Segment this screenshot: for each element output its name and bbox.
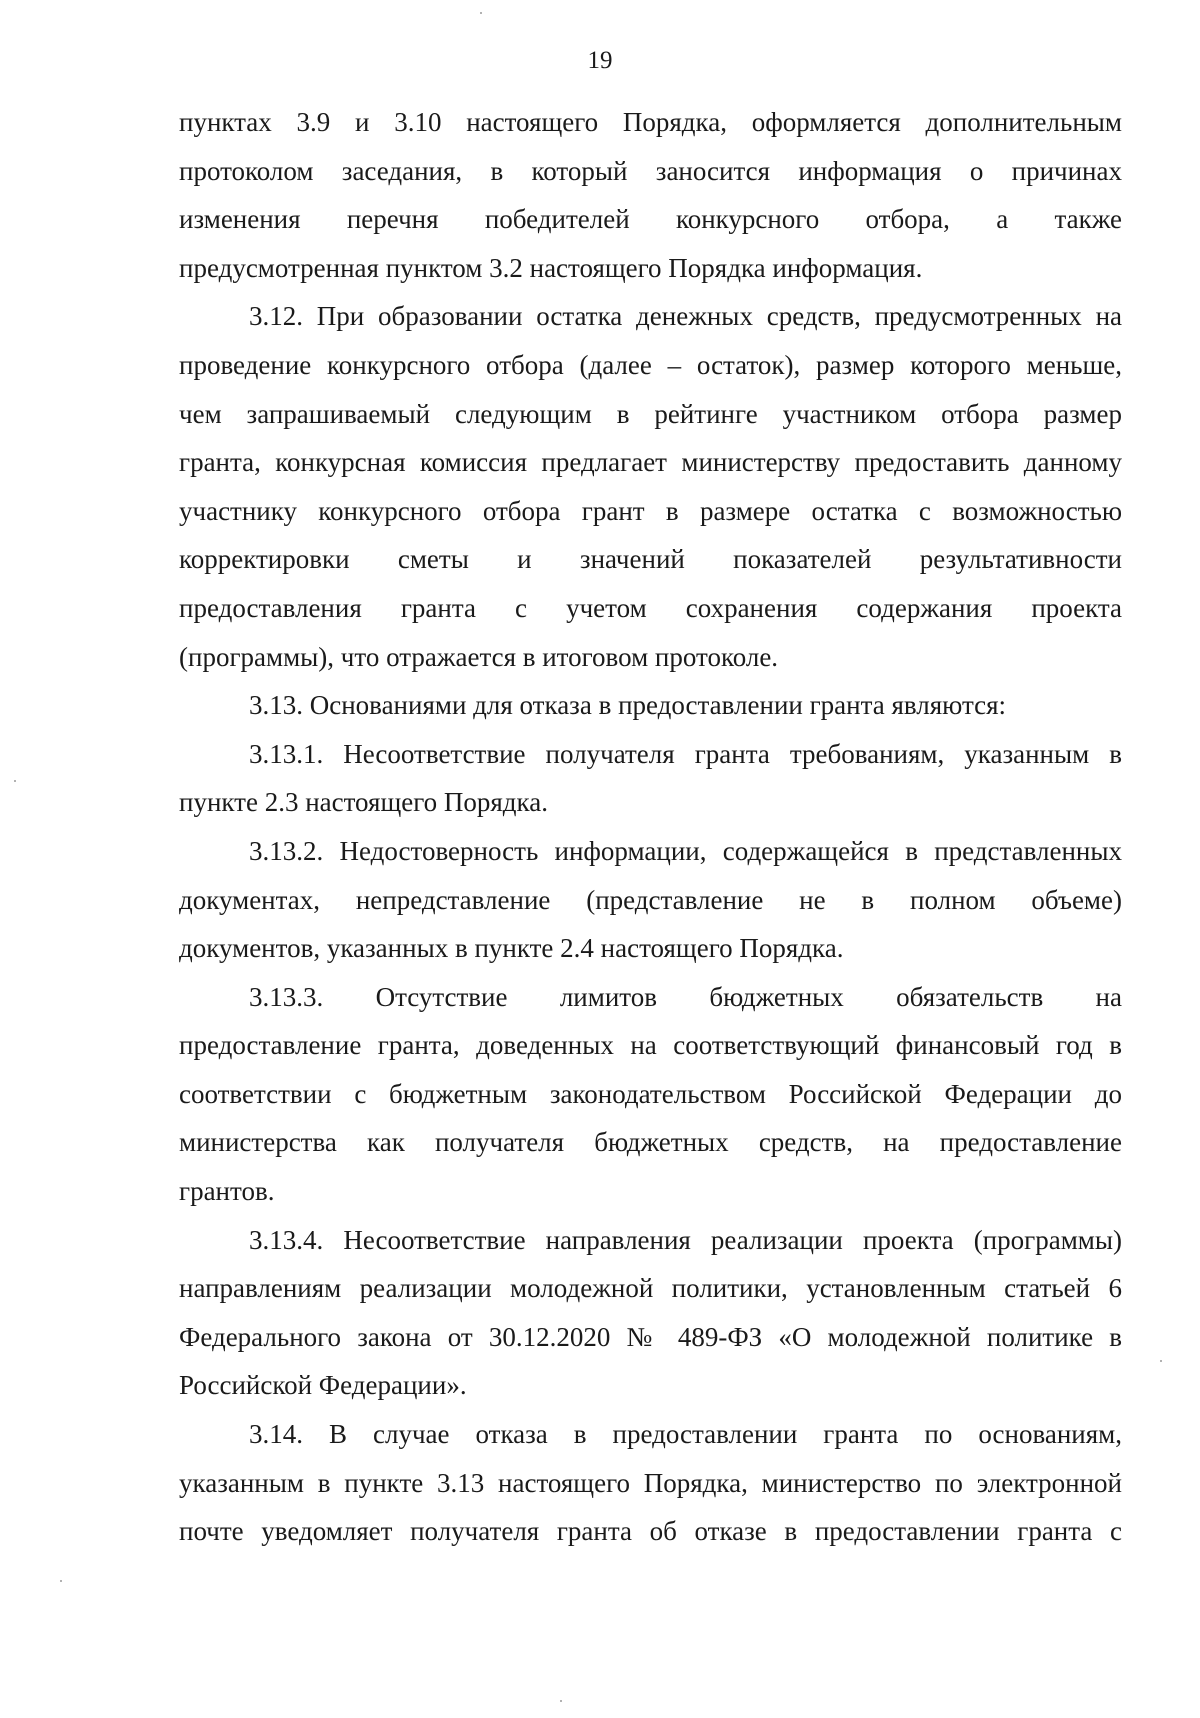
page-number: 19 bbox=[587, 47, 613, 74]
text-line: 3.12. При образовании остатка денежных средств, предусмотренных на bbox=[249, 301, 1122, 332]
text-line: гранта, конкурсная комиссия предлагает министерству предоставить данному bbox=[179, 447, 1122, 478]
paragraph-3-13-2 bbox=[179, 827, 1122, 973]
text-line: 3.13.1. Несоответствие получателя гранта требованиям, указанным в bbox=[249, 738, 1122, 769]
paragraph-3-14 bbox=[179, 1410, 1122, 1556]
text-line: Российской Федерации». bbox=[179, 1370, 467, 1401]
text-line: 3.13.3. Отсутствие лимитов бюджетных обязательств на bbox=[249, 981, 1122, 1012]
text-line: 3.13. Основаниями для отказа в предоставлении гранта являются: bbox=[249, 690, 1007, 721]
text-line: документов, указанных в пункте 2.4 настоящего Порядка. bbox=[179, 933, 844, 964]
paragraph-3-12 bbox=[179, 292, 1122, 681]
text-line: 3.13.2. Недостоверность информации, содержащейся в представленных bbox=[249, 835, 1122, 866]
text-line: предоставление гранта, доведенных на соответствующий финансовый год в bbox=[179, 1030, 1122, 1061]
text-line: предусмотренная пунктом 3.2 настоящего Порядка информация. bbox=[179, 252, 923, 283]
paragraph-3-13-4 bbox=[179, 1216, 1122, 1410]
paragraph-3-13-1 bbox=[179, 730, 1122, 827]
text-line: проведение конкурсного отбора (далее – остаток), размер которого меньше, bbox=[179, 349, 1122, 380]
paragraph-3-13 bbox=[179, 681, 1122, 730]
text-line: соответствии с бюджетным законодательством Российской Федерации до bbox=[179, 1078, 1122, 1109]
text-line: Федерального закона от 30.12.2020 № 489-ФЗ «О молодежной политике в bbox=[179, 1321, 1122, 1352]
text-line: почте уведомляет получателя гранта об отказе в предоставлении гранта с bbox=[179, 1516, 1122, 1547]
document-body bbox=[179, 98, 1122, 1556]
text-line: документах, непредставление (представление не в полном объеме) bbox=[179, 884, 1122, 915]
text-line: 3.14. В случае отказа в предоставлении гранта по основаниям, bbox=[249, 1419, 1122, 1450]
text-line: протоколом заседания, в который заносится информация о причинах bbox=[179, 155, 1122, 186]
scan-speck bbox=[60, 1580, 62, 1582]
scan-speck bbox=[14, 780, 16, 782]
text-line: пункте 2.3 настоящего Порядка. bbox=[179, 787, 548, 818]
scan-speck bbox=[1160, 1360, 1162, 1362]
scan-speck bbox=[560, 1700, 562, 1702]
paragraph-3-13-3 bbox=[179, 973, 1122, 1216]
text-line: пунктах 3.9 и 3.10 настоящего Порядка, оформляется дополнительным bbox=[179, 107, 1122, 137]
text-line: участнику конкурсного отбора грант в размере остатка с возможностью bbox=[179, 495, 1122, 526]
text-line: министерства как получателя бюджетных средств, на предоставление bbox=[179, 1127, 1122, 1158]
text-line: чем запрашиваемый следующим в рейтинге участником отбора размер bbox=[179, 398, 1122, 429]
text-line: грантов. bbox=[179, 1176, 275, 1207]
text-line: изменения перечня победителей конкурсного отбора, а также bbox=[179, 204, 1122, 235]
text-line: 3.13.4. Несоответствие направления реализации проекта (программы) bbox=[249, 1224, 1122, 1255]
text-line: направлениям реализации молодежной политики, установленным статьей 6 bbox=[179, 1273, 1122, 1304]
scan-speck bbox=[480, 12, 482, 14]
text-line: (программы), что отражается в итоговом протоколе. bbox=[179, 641, 779, 672]
paragraph bbox=[179, 98, 1122, 292]
text-line: корректировки сметы и значений показателей результативности bbox=[179, 544, 1122, 575]
text-line: указанным в пункте 3.13 настоящего Порядка, министерство по электронной bbox=[179, 1467, 1122, 1498]
text-line: предоставления гранта с учетом сохранения содержания проекта bbox=[179, 592, 1122, 623]
